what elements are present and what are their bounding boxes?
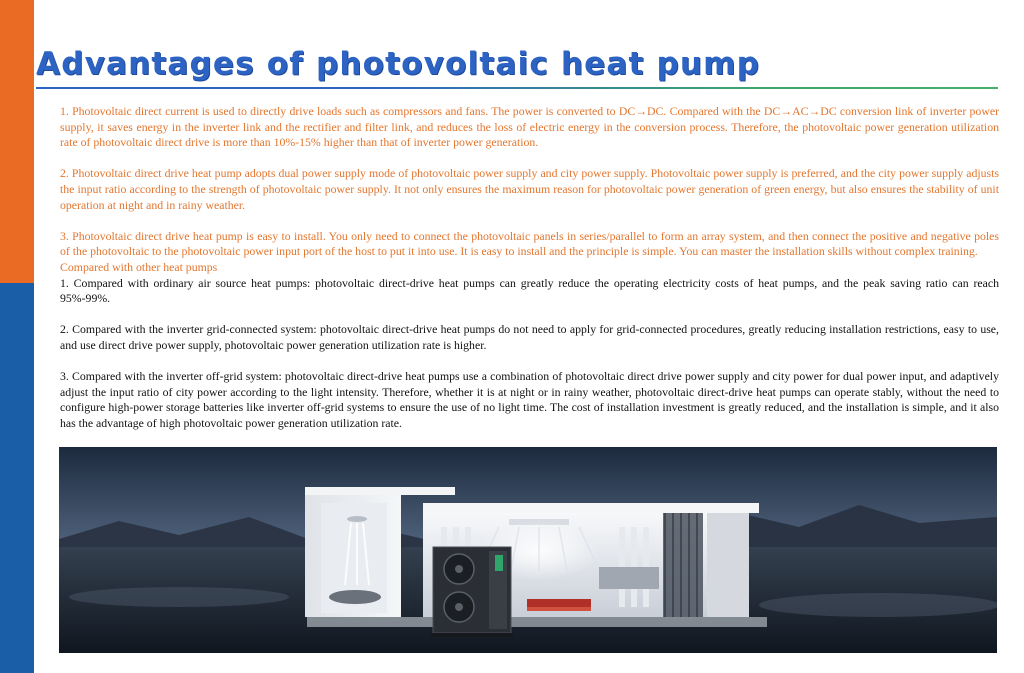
comparison-heading: Compared with other heat pumps — [60, 259, 218, 274]
comparison-paragraph-1: 1. Compared with ordinary air source heat pumps: photovoltaic direct-drive heat pumps can greatly reduce the operating electricity costs of heat pumps, and the peak saving ratio can reach 95%-99%. — [60, 275, 999, 306]
side-accent-blue — [0, 283, 34, 673]
sofa — [599, 567, 659, 589]
advantage-paragraph-2: 2. Photovoltaic direct drive heat pump adopts dual power supply mode of photovoltaic power supply and city power supply. Photovoltaic power supply is preferred, and the city power supply adjusts the input ratio according to the strength of photovoltaic power supply. It not only ensures the maximum reason for photovoltaic power generation of green energy, but also ensures the stability of unit operation at night and in rainy weather. — [60, 166, 999, 212]
title-underline — [36, 87, 998, 89]
comparison-paragraph-3: 3. Compared with the inverter off-grid system: photovoltaic direct-drive heat pumps use a combination of photovoltaic direct drive power supply and city power for dual power input, and adaptively adjust the input ratio of city power according to the light intensity. Therefore, whether it is at night or in rainy weather, photovoltaic direct-drive heat pumps can operate stably, without the need to configure high-power storage batteries like inverter off-grid systems to ensure the use of no light time. The cost of installation investment is greatly reduced, and the installation is simple, and it also has the advantage of high photovoltaic power generation utilization rate. — [60, 369, 999, 430]
floor-reflection — [307, 617, 767, 627]
room-roof — [423, 503, 759, 513]
page-title: Advantages of photovoltaic heat pump — [36, 46, 761, 82]
advantage-paragraph-3: 3. Photovoltaic direct drive heat pump is easy to install. You only need to connect the photovoltaic panels in series/parallel to form an array system, and then connect the positive and negative poles of the photovoltaic to the photovoltaic power input port of the host to put it into use. It is easy to install and the principle is simple. You can master the installation skills without complex training. — [60, 228, 999, 259]
content-body — [60, 104, 999, 431]
heat-pump-display — [495, 555, 503, 571]
room-side-wall — [707, 513, 749, 617]
heat-pump-scene-image — [59, 447, 997, 653]
bathtub — [329, 590, 381, 604]
comparison-paragraph-2: 2. Compared with the inverter grid-connected system: photovoltaic direct-drive heat pumps do not need to apply for grid-connected procedures, greatly reducing installation restrictions, easy to use, and use direct drive power supply, photovoltaic power generation utilization rate is higher. — [60, 322, 999, 352]
side-accent-orange — [0, 0, 34, 283]
advantage-paragraph-1: 1. Photovoltaic direct current is used to directly drive loads such as compressors and fans. The power is converted to DC→DC. Compared with the DC→AC→DC conversion link of inverter power supply, it saves energy in the inverter link and the rectifier and filter link, and reduces the loss of electric energy in the conversion process. Therefore, the photovoltaic power generation utilization rate of photovoltaic direct drive is more than 10%-15% higher than that of inverter power generation. — [60, 104, 999, 150]
